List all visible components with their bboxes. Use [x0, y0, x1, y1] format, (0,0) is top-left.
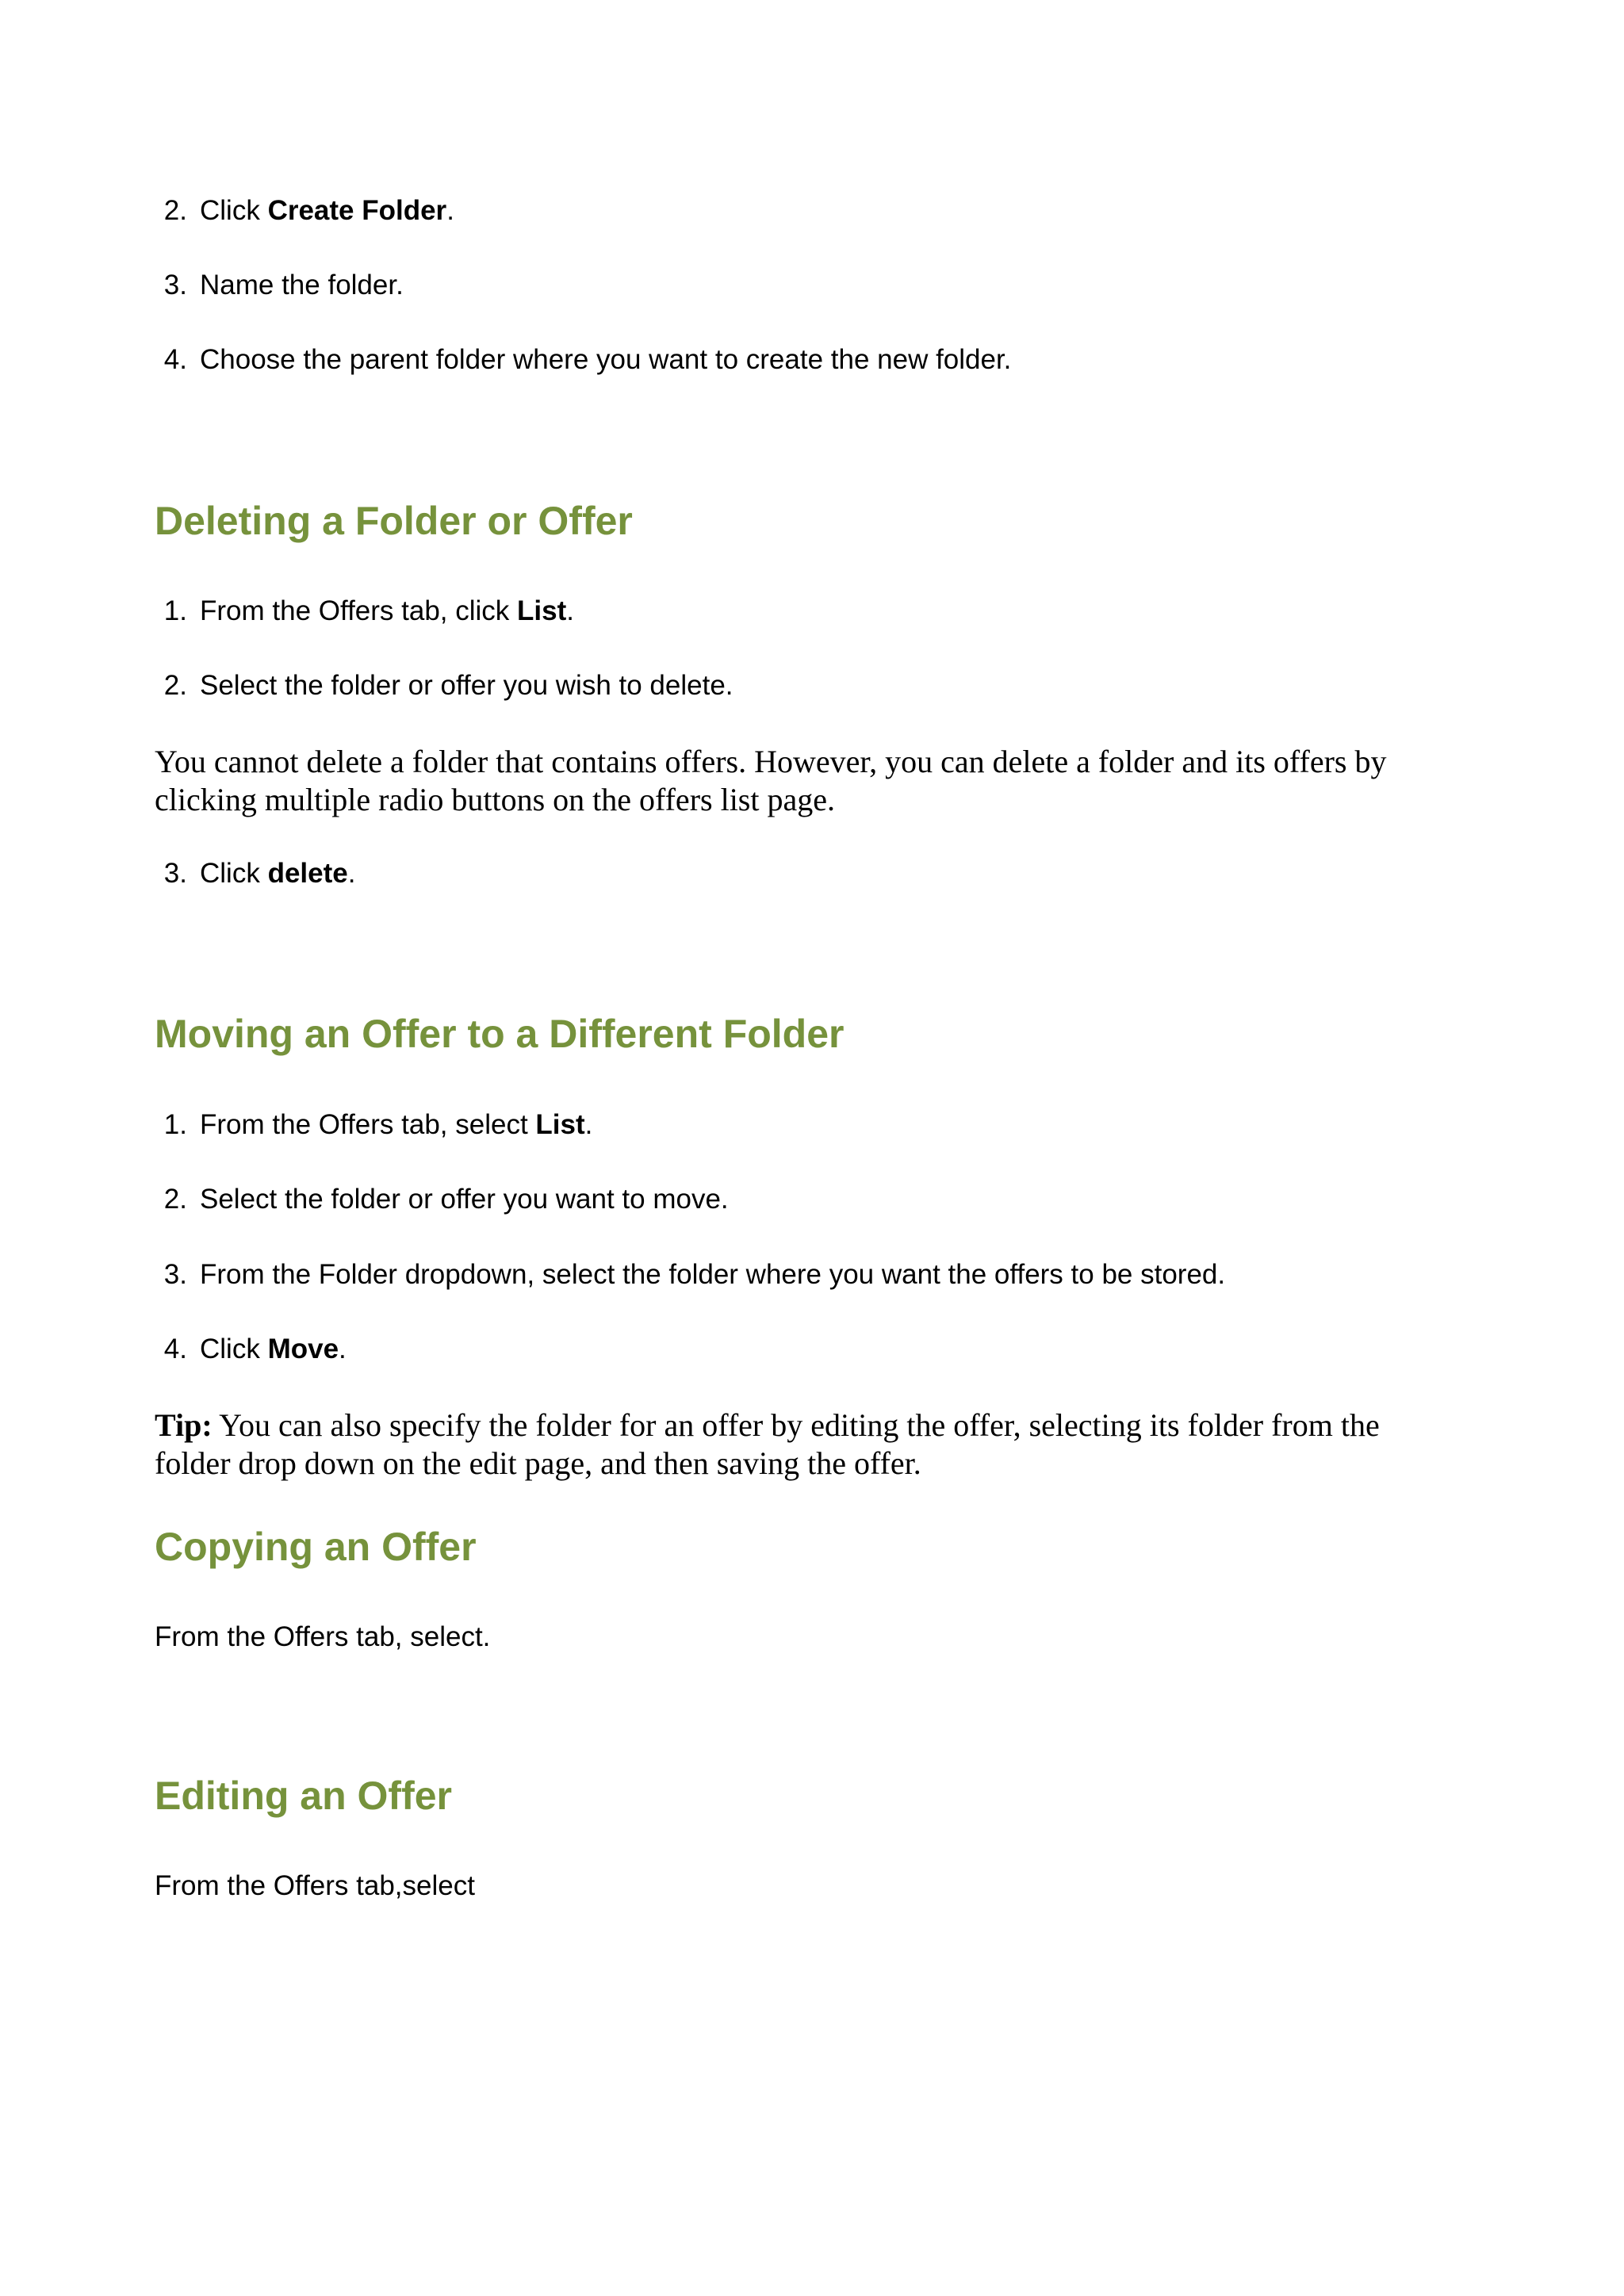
tip-paragraph — [155, 1406, 1455, 1483]
list-item — [163, 1108, 593, 1142]
list-number: 3. — [163, 1259, 187, 1290]
list-text: Click — [200, 858, 268, 889]
list-text: . — [339, 1334, 347, 1364]
list-number: 2. — [163, 195, 187, 226]
list-text: . — [347, 858, 356, 889]
list-number: 2. — [163, 1184, 187, 1215]
list-number: 2. — [163, 670, 187, 701]
list-item — [163, 1182, 729, 1217]
list-text: Click — [200, 1334, 268, 1364]
tip-text: You can also specify the folder for an offer by editing the offer, selecting its folder from the folder drop down on the edit page, and then saving the offer. — [155, 1407, 1380, 1481]
section-heading-editing: Editing an Offer — [155, 1774, 452, 1818]
list-number: 4. — [163, 1334, 187, 1364]
list-item — [163, 856, 356, 891]
list-item — [163, 1257, 1226, 1292]
list-item — [163, 342, 1012, 377]
list-item — [163, 668, 733, 703]
section-heading-copying: Copying an Offer — [155, 1525, 477, 1569]
list-item — [163, 594, 574, 629]
list-text-bold: Move — [267, 1334, 339, 1364]
list-text-bold: List — [535, 1109, 585, 1140]
list-text: Name the folder. — [200, 270, 404, 300]
list-text: . — [584, 1109, 593, 1140]
list-text-bold: delete — [267, 858, 348, 889]
tip-label: Tip: — [155, 1407, 213, 1443]
list-text: From the Offers tab, click — [200, 595, 518, 626]
list-item — [163, 1332, 347, 1367]
list-text: . — [566, 595, 574, 626]
copying-paragraph: From the Offers tab, select. — [155, 1621, 491, 1652]
list-text: Select the folder or offer you wish to delete. — [200, 670, 733, 701]
list-number: 1. — [163, 1109, 187, 1140]
list-text: Select the folder or offer you want to move. — [200, 1184, 729, 1215]
list-item — [163, 268, 404, 303]
delete-note-paragraph: You cannot delete a folder that contains offers. However, you can delete a folder and its offers by clicking multiple radio buttons on the offers list page. — [155, 744, 1387, 817]
list-number: 1. — [163, 595, 187, 626]
list-number: 4. — [163, 344, 187, 375]
list-text-bold: List — [517, 595, 567, 626]
list-text: Click — [200, 195, 268, 226]
list-text: . — [446, 195, 454, 226]
list-item — [163, 193, 454, 228]
list-text: Choose the parent folder where you want to create the new folder. — [200, 344, 1012, 375]
list-text: From the Offers tab, select — [200, 1109, 536, 1140]
list-text: From the Folder dropdown, select the folder where you want the offers to be stored. — [200, 1259, 1226, 1290]
list-number: 3. — [163, 858, 187, 889]
editing-paragraph: From the Offers tab,select — [155, 1870, 475, 1901]
list-number: 3. — [163, 270, 187, 300]
section-heading-moving: Moving an Offer to a Different Folder — [155, 1012, 845, 1056]
list-text-bold: Create Folder — [267, 195, 447, 226]
section-heading-deleting: Deleting a Folder or Offer — [155, 499, 633, 543]
